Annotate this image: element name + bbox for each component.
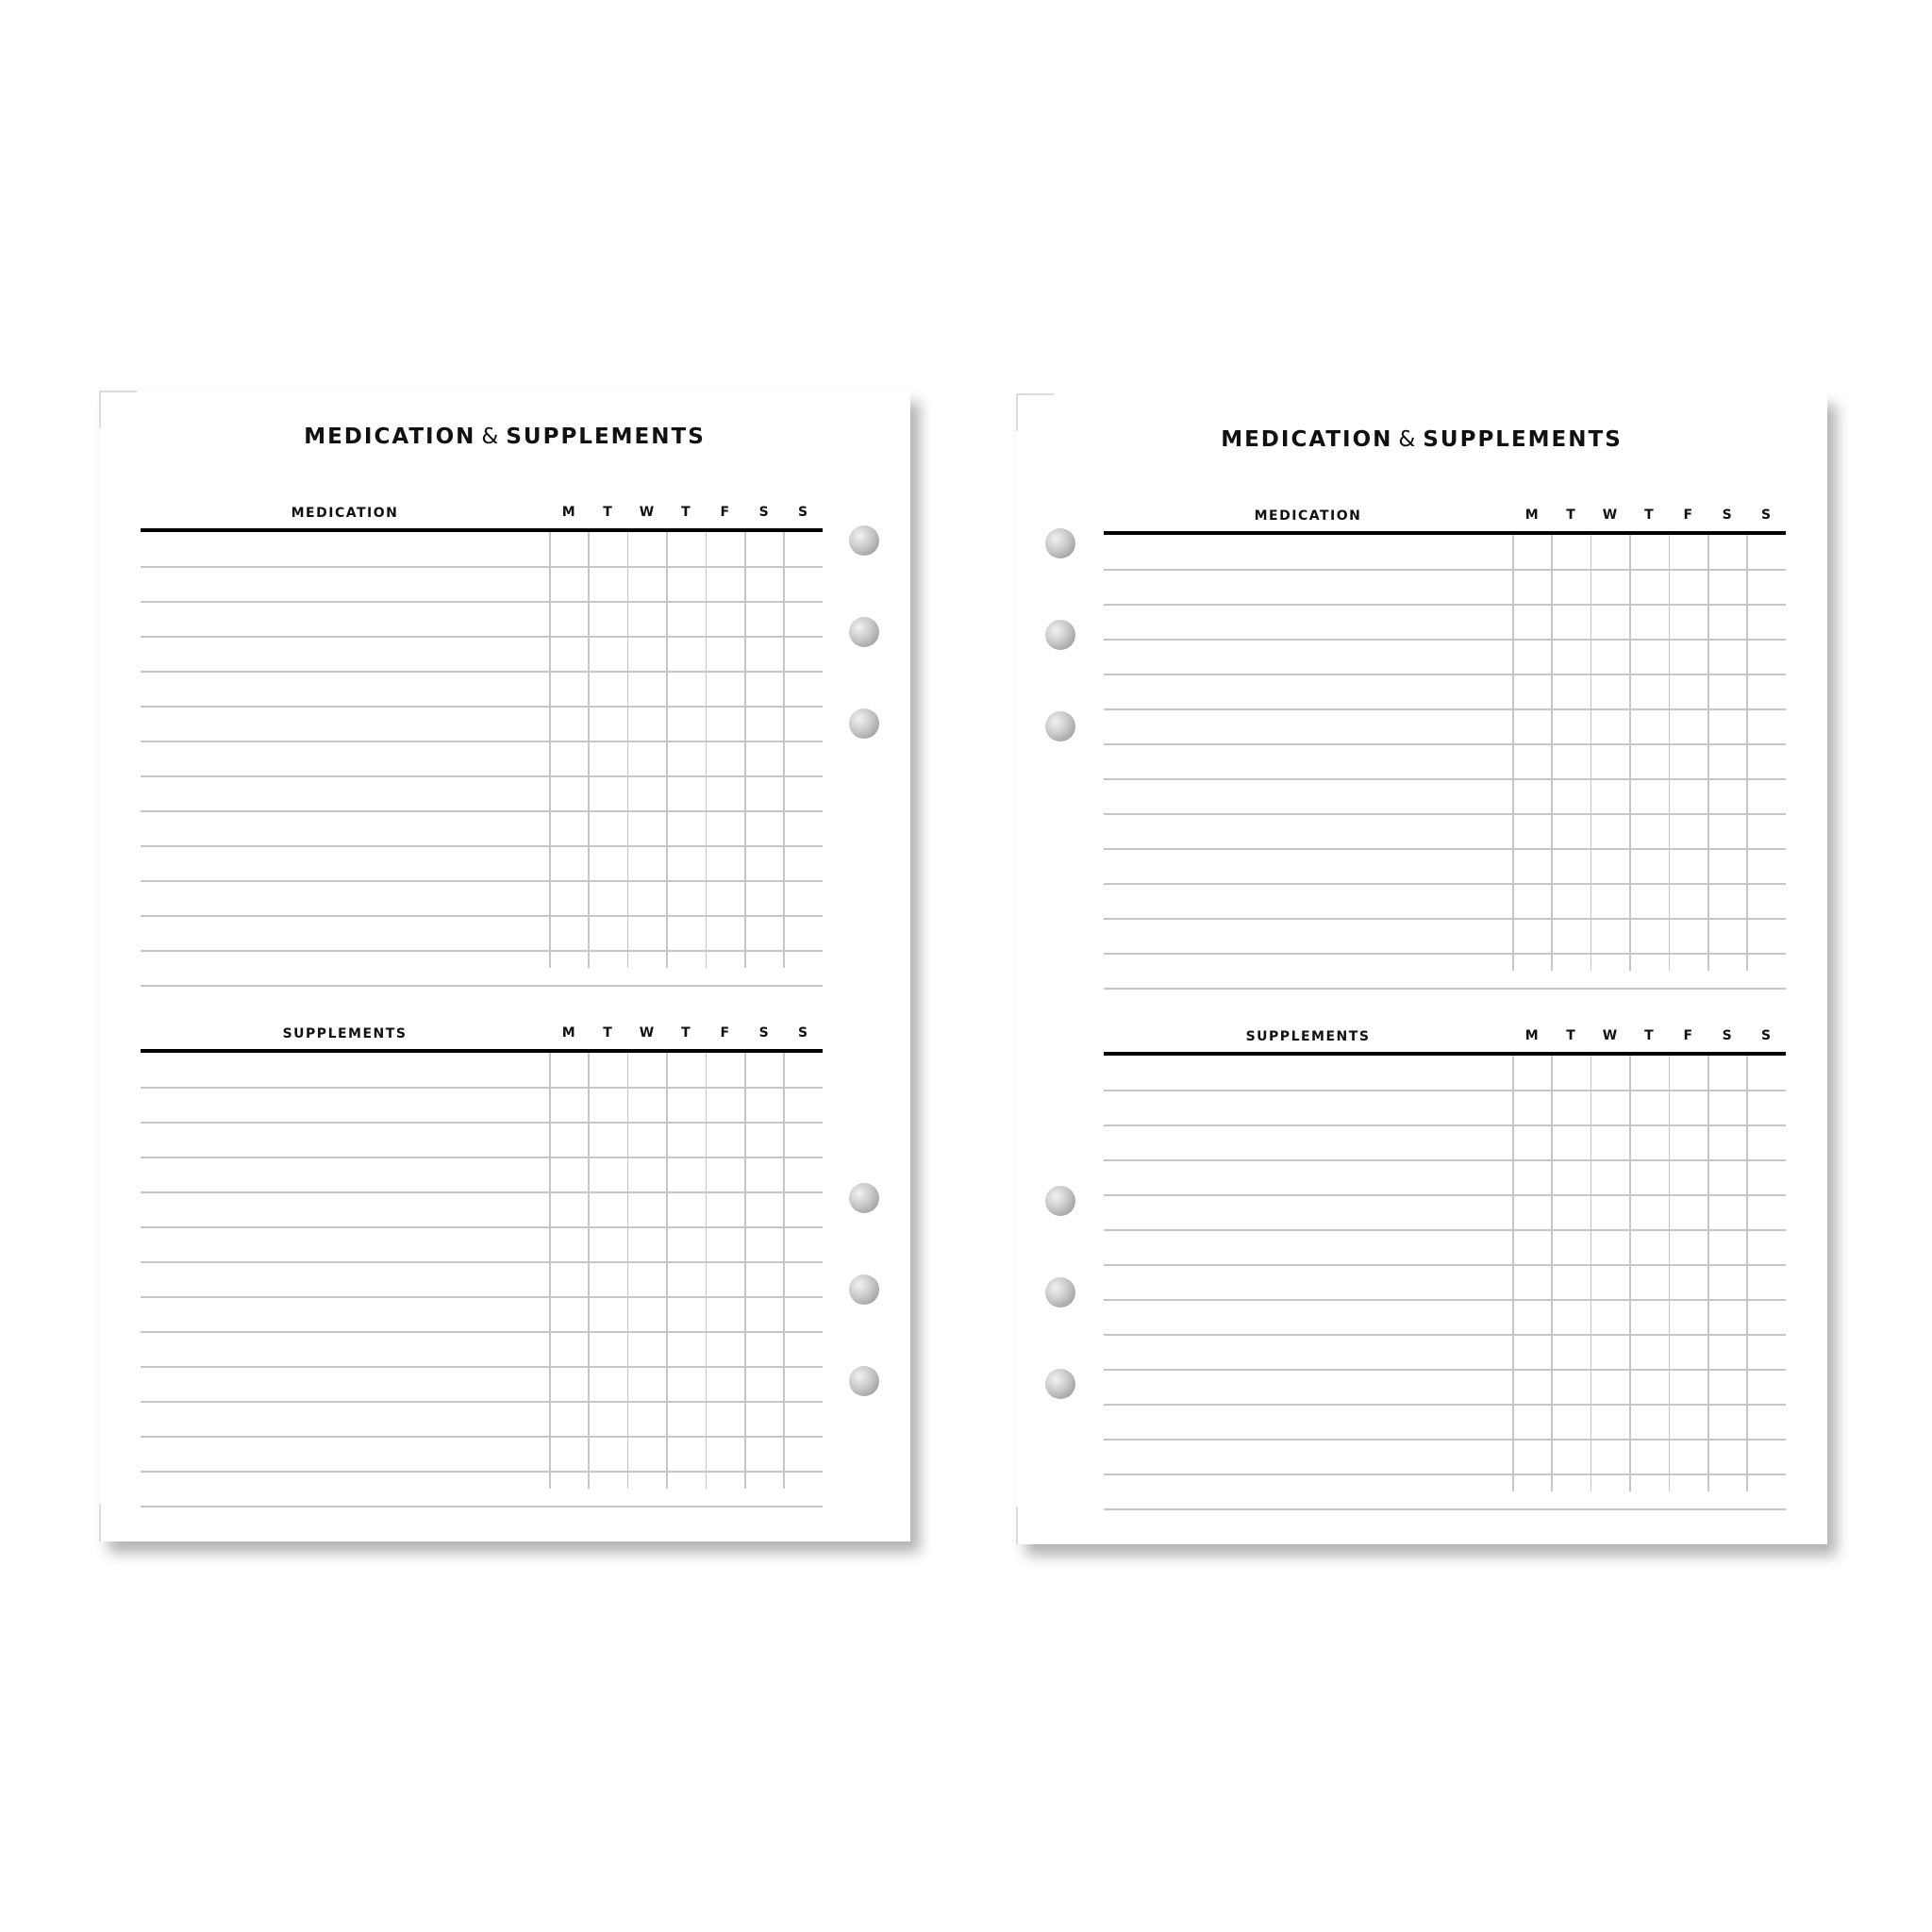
page-corner-mark	[99, 391, 101, 428]
section-header	[141, 494, 823, 528]
row-line	[1104, 1264, 1786, 1266]
row-line	[141, 1331, 823, 1333]
day-column-line	[666, 1053, 668, 1489]
day-column-line	[1591, 535, 1592, 971]
day-header: F	[720, 1025, 730, 1041]
row-line	[1104, 604, 1786, 606]
day-column-line	[549, 532, 551, 968]
row-line	[141, 671, 823, 673]
binder-hole-icon	[1045, 1369, 1075, 1399]
day-header: S	[798, 1025, 808, 1041]
day-header: M	[561, 1025, 575, 1041]
day-column-line	[1629, 1056, 1631, 1491]
supplements-section	[141, 1015, 823, 1494]
day-column-line	[1551, 535, 1553, 971]
day-column-line	[1629, 535, 1631, 971]
section-label: SUPPLEMENTS	[282, 1026, 408, 1041]
binder-hole-icon	[849, 1274, 879, 1305]
day-header: S	[758, 1025, 769, 1041]
row-line	[1104, 1090, 1786, 1091]
day-header: S	[1761, 1028, 1772, 1043]
day-column-line	[588, 532, 590, 968]
row-line	[1104, 848, 1786, 850]
row-line	[141, 741, 823, 742]
binder-hole-icon	[1045, 528, 1075, 558]
row-line	[141, 1122, 823, 1124]
day-header: T	[681, 505, 691, 520]
binder-hole-icon	[1045, 1277, 1075, 1307]
row-line	[1104, 1474, 1786, 1475]
section-label: SUPPLEMENTS	[1245, 1029, 1371, 1044]
row-line	[141, 1191, 823, 1193]
day-column-line	[627, 532, 629, 968]
row-line	[141, 601, 823, 603]
day-header: T	[1566, 508, 1575, 523]
section-header	[1104, 1018, 1786, 1052]
binder-hole-icon	[849, 525, 879, 556]
day-header: F	[1683, 1028, 1693, 1043]
day-column-line	[1551, 1056, 1553, 1491]
row-line	[141, 1087, 823, 1089]
planner-page-left	[99, 391, 910, 1541]
medication-section	[1104, 497, 1786, 976]
day-header: T	[603, 1025, 612, 1041]
tracker-grid[interactable]	[141, 1053, 823, 1489]
day-header: M	[561, 505, 575, 520]
day-column-line	[1512, 1056, 1514, 1491]
row-line	[141, 706, 823, 708]
row-line	[141, 566, 823, 568]
row-line	[1104, 1194, 1786, 1196]
day-header: T	[681, 1025, 691, 1041]
binder-hole-icon	[849, 708, 879, 739]
row-line	[1104, 1439, 1786, 1441]
row-line	[141, 1471, 823, 1473]
row-line	[141, 636, 823, 638]
binder-hole-icon	[849, 1366, 879, 1396]
day-column-line	[744, 532, 746, 968]
row-line	[1104, 708, 1786, 710]
day-header: M	[1524, 508, 1539, 523]
binder-hole-icon	[1045, 711, 1075, 741]
row-line	[1104, 1124, 1786, 1126]
row-line	[141, 880, 823, 882]
binder-hole-icon	[849, 1183, 879, 1213]
title-supplements: SUPPLEMENTS	[1423, 427, 1623, 452]
title-ampersand: &	[1398, 427, 1418, 452]
row-line	[141, 1157, 823, 1158]
section-label: MEDICATION	[1254, 508, 1362, 524]
row-line	[141, 950, 823, 952]
day-header: S	[1722, 1028, 1732, 1043]
day-header: T	[1644, 508, 1654, 523]
page-corner-mark	[1016, 1507, 1018, 1544]
page-corner-mark	[99, 1504, 101, 1541]
title-supplements: SUPPLEMENTS	[506, 425, 706, 449]
day-header: T	[603, 505, 612, 520]
row-line	[1104, 743, 1786, 745]
binder-hole-icon	[1045, 620, 1075, 650]
day-column-line	[1669, 535, 1671, 971]
day-header: F	[720, 505, 730, 520]
day-header: S	[1722, 508, 1732, 523]
tracker-grid[interactable]	[1104, 1056, 1786, 1491]
day-header: F	[1683, 508, 1693, 523]
row-line	[141, 775, 823, 777]
row-line	[141, 1366, 823, 1368]
tracker-grid[interactable]	[1104, 535, 1786, 971]
day-column-line	[627, 1053, 629, 1489]
page-corner-mark	[99, 391, 137, 392]
planner-page-right	[1016, 393, 1827, 1544]
row-line	[141, 1506, 823, 1507]
binder-hole-icon	[849, 617, 879, 647]
day-column-line	[549, 1053, 551, 1489]
day-header: W	[639, 505, 655, 520]
row-line	[1104, 778, 1786, 780]
day-column-line	[1512, 535, 1514, 971]
row-line	[1104, 639, 1786, 641]
day-column-line	[783, 1053, 785, 1489]
page-title	[99, 425, 910, 449]
day-column-line	[1707, 535, 1709, 971]
row-line	[141, 810, 823, 812]
day-column-line	[1669, 1056, 1671, 1491]
row-line	[1104, 1508, 1786, 1510]
row-line	[1104, 883, 1786, 885]
row-line	[141, 985, 823, 987]
title-ampersand: &	[481, 425, 501, 449]
row-line	[141, 1401, 823, 1403]
day-header: S	[1761, 508, 1772, 523]
row-line	[141, 915, 823, 917]
medication-section	[141, 494, 823, 974]
day-header: M	[1524, 1028, 1539, 1043]
row-line	[1104, 674, 1786, 675]
row-line	[1104, 1229, 1786, 1231]
row-line	[141, 1296, 823, 1298]
day-column-line	[783, 532, 785, 968]
day-header: S	[758, 505, 769, 520]
page-title	[1016, 427, 1827, 452]
row-line	[1104, 813, 1786, 815]
day-column-line	[706, 532, 708, 968]
binder-hole-icon	[1045, 1186, 1075, 1216]
day-column-line	[588, 1053, 590, 1489]
row-line	[141, 1226, 823, 1228]
title-medication: MEDICATION	[1221, 427, 1393, 452]
row-line	[1104, 569, 1786, 571]
tracker-grid[interactable]	[141, 532, 823, 968]
day-header: W	[1602, 1028, 1618, 1043]
section-label: MEDICATION	[291, 506, 399, 521]
row-line	[1104, 1299, 1786, 1301]
day-column-line	[706, 1053, 708, 1489]
day-column-line	[666, 532, 668, 968]
row-line	[141, 845, 823, 847]
day-header: W	[1602, 508, 1618, 523]
day-column-line	[1746, 535, 1748, 971]
day-header: W	[639, 1025, 655, 1041]
day-header: S	[798, 505, 808, 520]
row-line	[1104, 1369, 1786, 1371]
day-header: T	[1644, 1028, 1654, 1043]
row-line	[1104, 953, 1786, 955]
page-corner-mark	[1016, 393, 1054, 395]
day-column-line	[744, 1053, 746, 1489]
row-line	[141, 1436, 823, 1438]
title-medication: MEDICATION	[304, 425, 476, 449]
day-column-line	[1746, 1056, 1748, 1491]
page-corner-mark	[1016, 393, 1018, 431]
row-line	[1104, 988, 1786, 990]
row-line	[1104, 1159, 1786, 1161]
section-header	[1104, 497, 1786, 531]
row-line	[1104, 1404, 1786, 1406]
day-column-line	[1591, 1056, 1592, 1491]
row-line	[1104, 918, 1786, 920]
day-header: T	[1566, 1028, 1575, 1043]
supplements-section	[1104, 1018, 1786, 1497]
section-header	[141, 1015, 823, 1049]
row-line	[1104, 1334, 1786, 1336]
row-line	[141, 1261, 823, 1263]
day-column-line	[1707, 1056, 1709, 1491]
